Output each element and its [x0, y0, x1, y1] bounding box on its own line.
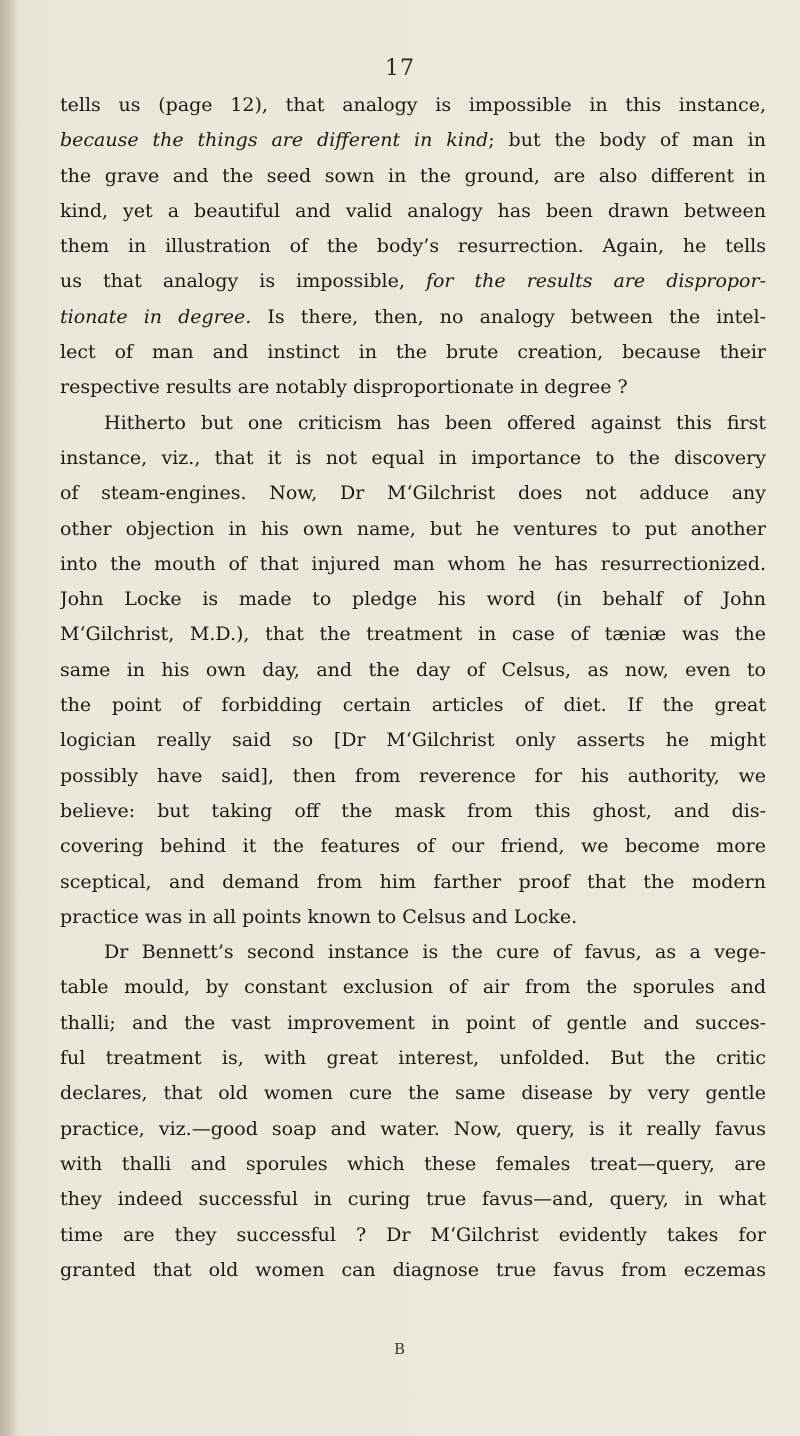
italic-phrase: tionate in degree. — [60, 305, 252, 328]
text-line — [60, 264, 766, 299]
text-line: into the mouth of that injured man whom he has resurrectionized. — [60, 552, 766, 575]
text-run: us that analogy is impossible, — [60, 270, 426, 293]
text-line: kind, yet a beautiful and valid analogy has been drawn between — [60, 199, 766, 222]
text-line: time are they successful ? Dr M‘Gilchrist evidently takes for — [60, 1223, 766, 1246]
text-line: table mould, by constant exclusion of air from the sporules and — [60, 976, 766, 999]
signature-mark: B — [393, 1340, 407, 1358]
page-number: 17 — [385, 56, 415, 81]
text-line: practice, viz.—good soap and water. Now, query, is it really favus — [60, 1117, 766, 1140]
text-line: instance, viz., that it is not equal in importance to the discovery — [60, 446, 766, 469]
text-line: John Locke is made to pledge his word (in behalf of John — [60, 588, 766, 611]
text-run: Is there, then, no analogy between the intel- — [251, 305, 766, 328]
text-line: believe: but taking off the mask from this ghost, and dis- — [60, 799, 766, 822]
paragraph-start-line: Hitherto but one criticism has been offered against this first — [104, 411, 766, 434]
text-line: sceptical, and demand from him farther proof that the modern — [60, 870, 766, 893]
text-line: M‘Gilchrist, M.D.), that the treatment in case of tæniæ was the — [60, 623, 766, 646]
text-line: covering behind it the features of our friend, we become more — [60, 835, 766, 858]
italic-phrase: for the results are dispropor- — [425, 270, 766, 293]
text-line: they indeed successful in curing true favus—and, query, in what — [60, 1188, 766, 1211]
body-text — [60, 88, 766, 1288]
text-run: ; but the body of man in — [488, 129, 766, 152]
text-line: ful treatment is, with great interest, unfolded. But the critic — [60, 1047, 766, 1070]
italic-phrase: because the things are different in kind — [60, 129, 489, 152]
text-line — [60, 300, 766, 335]
text-line: the point of forbidding certain articles of diet. If the great — [60, 694, 766, 717]
text-line: granted that old women can diagnose true favus from eczemas — [60, 1258, 766, 1281]
text-line: respective results are notably disproportionate in degree ? — [60, 376, 628, 399]
text-line: the grave and the seed sown in the ground, are also different in — [60, 164, 766, 187]
text-line: thalli; and the vast improvement in point of gentle and succes- — [60, 1011, 766, 1034]
text-line: tells us (page 12), that analogy is impossible in this instance, — [60, 94, 766, 116]
text-line: lect of man and instinct in the brute creation, because their — [60, 341, 766, 364]
text-line: practice was in all points known to Celsus and Locke. — [60, 905, 578, 928]
text-line: of steam-engines. Now, Dr M‘Gilchrist does not adduce any — [60, 482, 766, 505]
paragraph-start-line: Dr Bennett’s second instance is the cure of favus, as a vege- — [104, 941, 766, 964]
text-line: logician really said so [Dr M‘Gilchrist only asserts he might — [60, 729, 766, 752]
text-line: possibly have said], then from reverence for his authority, we — [60, 764, 766, 787]
text-line — [60, 123, 766, 158]
text-line: declares, that old women cure the same disease by very gentle — [60, 1082, 766, 1105]
text-line: same in his own day, and the day of Celsus, as now, even to — [60, 658, 766, 681]
text-line: other objection in his own name, but he ventures to put another — [60, 517, 766, 540]
text-line: them in illustration of the body’s resurrection. Again, he tells — [60, 235, 766, 258]
page-gutter-shadow — [0, 0, 18, 1436]
text-line: with thalli and sporules which these females treat—query, are — [60, 1152, 766, 1175]
